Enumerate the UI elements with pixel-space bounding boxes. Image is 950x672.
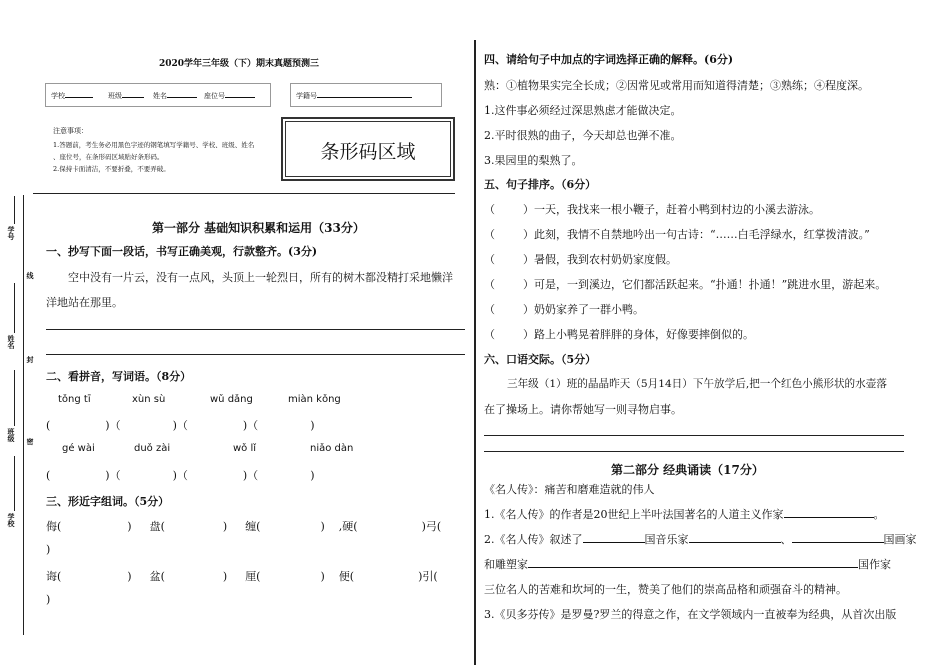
notice-heading: 注意事项： xyxy=(53,127,88,135)
side-label-school: 学校 xyxy=(7,513,16,527)
binding-line xyxy=(23,195,24,635)
student-info-box xyxy=(45,83,271,107)
school-label: 学校 xyxy=(51,91,93,101)
answer-line-2[interactable] xyxy=(484,451,904,452)
p2-q3: 3.《贝多芬传》是罗曼?罗兰的得意之作，在文学领域内一直被奉为经典，从首次出版 xyxy=(484,608,897,621)
side-blank-student-id xyxy=(14,196,15,224)
order-paren[interactable]: （ ） xyxy=(484,278,534,291)
copy-line-2[interactable] xyxy=(46,354,465,355)
q1-title: 一、抄写下面一段话，书写正确美观，行款整齐。(3分) xyxy=(46,245,318,258)
q6-text-line2: 在了操场上。请你帮她写一则寻物启事。 xyxy=(484,403,682,416)
exam-id-blank[interactable] xyxy=(317,91,412,98)
q4-title: 四、请给句子中加点的字词选择正确的解释。(6分) xyxy=(484,53,734,66)
answer-parens-row2[interactable]: ( )（ )（ )（ ) xyxy=(46,469,315,482)
pinyin: tǒng tī xyxy=(58,394,91,405)
order-item: （ ）奶奶家养了一群小鸭。 xyxy=(484,303,644,316)
seat-label: 座位号 xyxy=(204,91,255,101)
p2-q2-line3: 三位名人的苦难和坎坷的一生，赞美了他们的崇高品格和顽强奋斗的精神。 xyxy=(484,583,847,596)
order-paren[interactable]: （ ） xyxy=(484,228,534,241)
column-divider xyxy=(474,40,476,665)
q4-sentence-1: 1.这件事必须经过深思熟虑才能做决定。 xyxy=(484,104,682,117)
side-label-secret: 密 xyxy=(26,438,35,445)
order-item: （ ）此刻，我情不自禁地吟出一句古诗：“……白毛浮绿水，红掌拨清波。” xyxy=(484,228,870,241)
side-label-class: 班级 xyxy=(7,428,16,442)
part1-title: 第一部分 基础知识积累和运用（33分） xyxy=(152,221,365,235)
order-item: （ ）一天，我找来一根小鞭子，赶着小鸭到村边的小溪去游泳。 xyxy=(484,203,820,216)
q6-title: 六、口语交际。（5分） xyxy=(484,353,597,366)
side-label-seal: 封 xyxy=(26,356,35,363)
q5-title: 五、句子排序。（6分） xyxy=(484,178,597,191)
side-blank-class xyxy=(14,370,15,426)
school-blank[interactable] xyxy=(65,91,93,98)
order-paren[interactable]: （ ） xyxy=(484,328,534,341)
side-label-student-id: 学号 xyxy=(7,226,16,240)
exam-id-box xyxy=(290,83,442,107)
barcode-area xyxy=(281,117,455,181)
name-label: 姓名 xyxy=(153,91,197,101)
class-blank[interactable] xyxy=(122,91,144,98)
order-item: （ ）路上小鸭晃着胖胖的身体，好像要摔倒似的。 xyxy=(484,328,754,341)
barcode-label: 条形码区域 xyxy=(320,141,416,163)
part2-subtitle: 《名人传》：痛苦和磨难造就的伟人 xyxy=(484,483,655,496)
exam-title: 2020学年三年级（下）期末真题预测三 xyxy=(159,59,320,69)
answer-parens-row1[interactable]: ( )（ )（ )（ ) xyxy=(46,419,315,432)
q3-row1-wrap: ) xyxy=(46,543,51,556)
answer-line-1[interactable] xyxy=(484,435,904,436)
q4-sentence-3: 3.果园里的梨熟了。 xyxy=(484,154,583,167)
pinyin: niǎo dàn xyxy=(310,443,354,454)
painter-blank[interactable] xyxy=(528,556,858,568)
notice-line-1a: 1.答题前，考生务必用黑色字迹的钢笔填写学籍号、学校、班级、姓名 xyxy=(53,141,255,149)
q4-options: 熟：①植物果实完全长成；②因常见或常用而知道得清楚；③熟练；④程度深。 xyxy=(484,79,869,92)
header-divider xyxy=(33,193,455,194)
p2-q2-line2: 和雕塑家 国作家 xyxy=(484,558,891,571)
q3-row2-wrap: ) xyxy=(46,593,51,606)
order-paren[interactable]: （ ） xyxy=(484,303,534,316)
exam-id-label: 学籍号 xyxy=(296,91,412,101)
part2-title: 第二部分 经典诵读（17分） xyxy=(611,463,764,477)
copy-line-1[interactable] xyxy=(46,329,465,330)
pinyin: duǒ zài xyxy=(134,443,171,454)
p2-q1: 1.《名人传》的作者是20世纪上半叶法国著名的人道主义作家 。 xyxy=(484,508,885,521)
class-label: 班级 xyxy=(108,91,144,101)
order-paren[interactable]: （ ） xyxy=(484,253,534,266)
q4-sentence-2: 2.平时很熟的曲子，今天却总也弹不准。 xyxy=(484,129,682,142)
side-blank-school xyxy=(14,456,15,511)
q2-title: 二、看拼音，写词语。（8分） xyxy=(46,370,192,383)
pinyin: wǔ dǎng xyxy=(210,394,253,405)
q1-text-line2: 洋地站在那里。 xyxy=(46,296,123,309)
q3-row1: 侮( ) 盘( ) 缠( ) ,硬( )弓( xyxy=(46,520,442,533)
name-blank[interactable] xyxy=(167,91,197,98)
q3-row2: 诲( ) 盆( ) 厘( ) 便( )引( xyxy=(46,570,438,583)
q6-text-line1: 三年级（1）班的晶晶昨天（5月14日）下午放学后,把一个红色小熊形状的水壶落 xyxy=(507,378,887,390)
musician-blank[interactable] xyxy=(689,531,781,543)
country-blank-1[interactable] xyxy=(583,531,645,543)
order-item: （ ）可是，一到溪边，它们都活跃起来。“扑通！扑通！”跳进水里，游起来。 xyxy=(484,278,887,291)
side-label-name: 姓名 xyxy=(7,335,16,349)
order-paren[interactable]: （ ） xyxy=(484,203,534,216)
pinyin: wǒ lǐ xyxy=(233,443,257,454)
p2-q2-line1: 2.《名人传》叙述了 国音乐家 、 国画家 xyxy=(484,533,917,546)
seat-blank[interactable] xyxy=(225,91,255,98)
pinyin: miàn kǒng xyxy=(288,394,341,405)
side-label-line: 线 xyxy=(26,272,35,279)
notice-line-2: 2.保持卡面清洁，不要折叠，不要弄破。 xyxy=(53,165,170,173)
q3-title: 三、形近字组词。（5分） xyxy=(46,495,170,508)
notice-line-1b: 、座位号，在条形码区域贴好条形码。 xyxy=(53,153,164,161)
q1-text-line1: 空中没有一片云，没有一点风，头顶上一轮烈日，所有的树木都没精打采地懒洋 xyxy=(68,271,453,284)
pinyin: xùn sù xyxy=(132,394,166,405)
pinyin: gé wài xyxy=(62,443,95,454)
author-blank[interactable] xyxy=(784,506,874,518)
side-blank-name xyxy=(14,283,15,333)
order-item: （ ）暑假，我到农村奶奶家度假。 xyxy=(484,253,677,266)
country-blank-2[interactable] xyxy=(792,531,884,543)
